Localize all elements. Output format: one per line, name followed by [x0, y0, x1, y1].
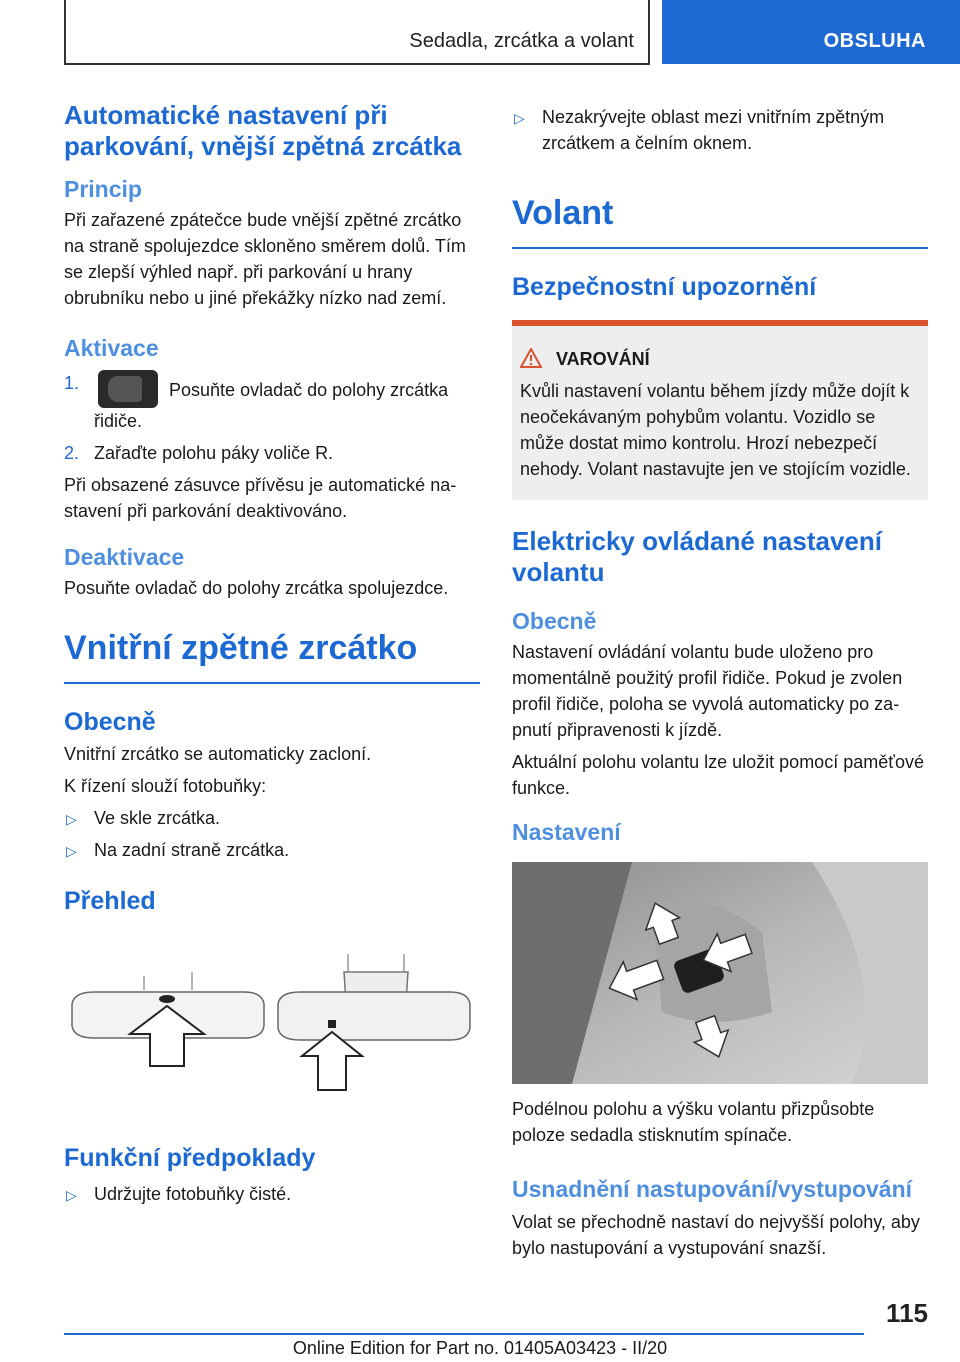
subheading-aktivace: Aktivace: [64, 335, 159, 361]
chapter-heading-inner-mirror: Vnitřní zpětné zrcátko: [64, 629, 418, 667]
warning-triangle-icon: [520, 348, 542, 368]
deaktivace-text: Posuňte ovladač do polohy zrcátka spolujezdce.: [64, 578, 449, 598]
list-item: ▷ Udržujte fotobuňky čisté.: [64, 1181, 480, 1207]
obecne-text-1: Vnitřní zrcátko se automaticky zacloní.: [64, 743, 372, 764]
page-number: 115: [886, 1298, 928, 1328]
bullet-triangle-icon: ▷: [66, 810, 77, 827]
section-tab[interactable]: [662, 0, 960, 64]
bullet-triangle-icon: ▷: [514, 110, 525, 126]
left-column: [64, 100, 480, 1207]
chapter-rule: [512, 247, 928, 249]
chapter-title: Sedadla, zrcátka a volant: [409, 30, 634, 52]
subheading-prehled: Přehled: [64, 886, 156, 915]
mirror-switch-icon: [98, 370, 158, 408]
subheading-bezpecnostni: Bezpečnostní upozornění: [512, 272, 817, 301]
subheading-deaktivace: Deaktivace: [64, 544, 185, 570]
usnadneni-text: Volat se přechodně nastaví do nejvyšší polohy, aby bylo nastupování a vystupování snazší.: [512, 1211, 920, 1258]
step-1-number: 1.: [64, 373, 80, 393]
step-2: [64, 440, 480, 466]
obecne-text-2: K řízení slouží fotobuňky:: [64, 775, 267, 796]
footer-edition: Online Edition for Part no. 01405A03423 - II/20: [292, 1338, 668, 1358]
steering-switch-photo: [512, 862, 928, 1084]
obecne-right-text-1: Nastavení ovládání volantu bude uloženo pro momentálně použitý profil řidiče. Pokud je zvolen profil řidiče, poloha se vyvolá automaticky po zapnutí připravenosti k jízdě.: [512, 641, 903, 740]
princip-text: Při zařazené zpátečce bude vnější zpětné zrcátko na straně spolujezdce skloněno směrem dolů. Tím se zlepší výhled např. při parkování u hrany obrubníku nebo u jiné překážky nízko nad zemí.: [64, 210, 466, 308]
footer-rule: [64, 1333, 864, 1335]
mirror-illustration: [64, 954, 480, 1094]
right-column: [512, 100, 928, 1261]
aktivace-note: Při obsazené zásuvce přívěsu je automatické nastavení při parkování deaktivováno.: [64, 475, 457, 521]
header-divider-left: [64, 0, 66, 64]
step-2-number: 2.: [64, 443, 80, 463]
chapter-rule: [64, 682, 480, 684]
list-item: ▷ Ve skle zrcátka.: [64, 805, 480, 831]
warning-text: Kvůli nastavení volantu během jízdy může dojít k neočekávaným pohybům volantu. Vozidlo se může dostat mimo kontrolu. Hrozí nebezpečí nehody. Volant nastavujte jen ve stojícím vozidle.: [520, 380, 911, 479]
subheading-obecne: Obecně: [64, 707, 156, 736]
list-item: ▷ Na zadní straně zrcátka.: [64, 837, 480, 863]
section-title-parking-mirror: Automatické nastavení při parkování, vnější zpětná zrcátka: [64, 100, 462, 161]
warning-title: VAROVÁNÍ: [520, 348, 916, 370]
bullet-triangle-icon: ▷: [66, 842, 77, 859]
list-item: ▷ Nezakrývejte oblast mezi vnitřním zpětným zrcátkem a čelním oknem.: [514, 107, 885, 153]
nastaveni-text: Podélnou polohu a výšku volantu přizpůsobte poloze sedadla stisknutím spínače.: [512, 1098, 875, 1145]
step-1-text: Posuňte ovladač do polohy zrcátka řidiče.: [94, 380, 449, 431]
header-rule: [64, 63, 650, 65]
subheading-nastaveni: Nastavení: [512, 818, 621, 845]
section-tab-label: OBSLUHA: [823, 30, 926, 52]
section-title-electric-adjust: Elektricky ovládané nastavení volantu: [512, 525, 882, 587]
step-1: [64, 370, 480, 434]
subheading-usnadneni: Usnadnění nastupování/vystupování: [512, 1175, 913, 1202]
subheading-funkcni: Funkční předpoklady: [64, 1143, 316, 1172]
subheading-princip: Princip: [64, 176, 142, 202]
chapter-heading-volant: Volant: [512, 194, 614, 232]
obecne-right-text-2: Aktuální polohu volantu lze uložit pomocí paměťové funkce.: [512, 751, 924, 798]
warning-box: [512, 320, 928, 500]
step-2-text: Zařaďte polohu páky voliče R.: [94, 443, 334, 463]
bullet-triangle-icon: ▷: [66, 1186, 77, 1203]
subheading-obecne-right: Obecně: [512, 607, 597, 634]
header-divider-mid: [648, 0, 650, 64]
